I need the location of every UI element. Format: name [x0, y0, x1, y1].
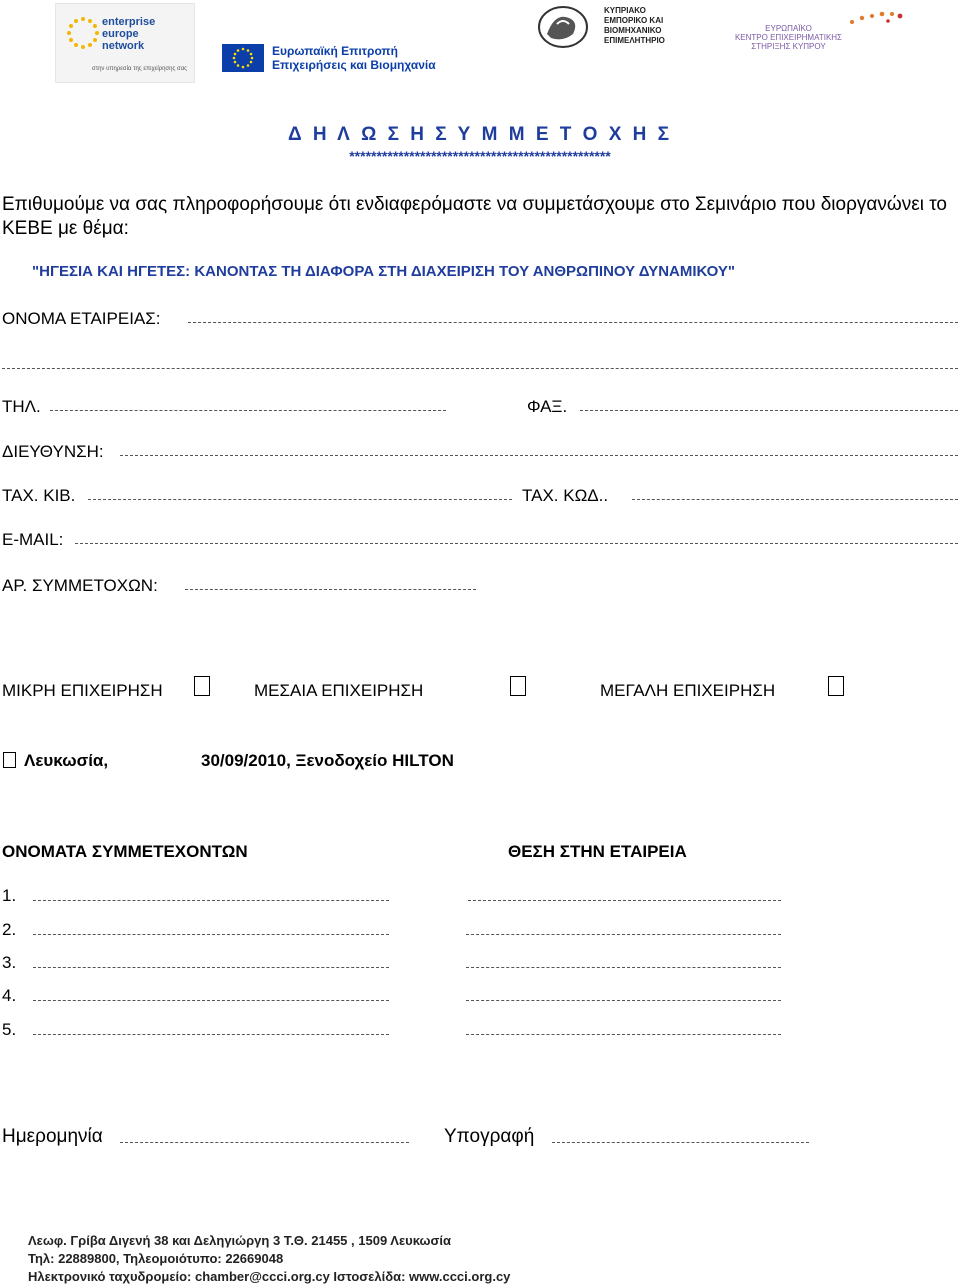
participants-count-label: ΑΡ. ΣΥΜΜΕΤΟΧΩΝ:: [2, 576, 158, 595]
names-column-header: ΟΝΟΜΑΤΑ ΣΥΜΜΕΤΕΧΟΝΤΩΝ: [2, 842, 248, 861]
ccci-line2: ΕΜΠΟΡΙΚΟ ΚΑΙ: [604, 16, 664, 25]
ccci-line4: ΕΠΙΜΕΛΗΤΗΡΙΟ: [604, 36, 665, 45]
participants-count-field[interactable]: [185, 589, 476, 590]
event-details: 30/09/2010, Ξενοδοχείο HILTON: [201, 751, 454, 770]
participant-position-field[interactable]: [466, 967, 781, 968]
ccci-emblem-icon: [533, 4, 593, 50]
fax-label: ΦΑΞ.: [527, 397, 568, 416]
ccci-name: [604, 6, 665, 46]
cy-line3: ΣΤΗΡΙΞΗΣ ΚΥΠΡΟΥ: [751, 42, 826, 51]
een-logo-text: enterprise europe network: [102, 16, 156, 52]
date-field[interactable]: [120, 1142, 409, 1143]
participant-position-field[interactable]: [466, 1000, 781, 1001]
small-business-label: ΜΙΚΡΗ ΕΠΙΧΕΙΡΗΣΗ: [2, 681, 163, 700]
email-label: E-MAIL:: [2, 530, 64, 549]
participant-name-field[interactable]: [33, 1034, 389, 1035]
large-business-label: ΜΕΓΑΛΗ ΕΠΙΧΕΙΡΗΣΗ: [600, 681, 776, 700]
fax-field[interactable]: [580, 410, 958, 411]
participant-position-field[interactable]: [466, 1034, 781, 1035]
eu-commission-title: [272, 44, 436, 72]
participant-row-number: 3.: [2, 953, 17, 972]
eu-title-line1: Ευρωπαϊκή Επιτροπή: [272, 44, 398, 58]
ccci-line3: ΒΙΟΜΗΧΑΝΙΚΟ: [604, 26, 662, 35]
participant-position-field[interactable]: [466, 934, 781, 935]
postal-code-field[interactable]: [632, 499, 958, 500]
small-business-checkbox[interactable]: [194, 676, 210, 696]
participant-name-field[interactable]: [33, 1000, 389, 1001]
event-checkbox[interactable]: [3, 752, 16, 768]
footer-contact: Ηλεκτρονικό ταχυδρομείο: chamber@ccci.org.cy Ιστοσελίδα: www.ccci.org.cy: [28, 1269, 511, 1284]
large-business-checkbox[interactable]: [828, 676, 844, 696]
participant-position-field[interactable]: [468, 900, 781, 901]
phone-label: ΤΗΛ.: [2, 397, 41, 416]
participant-row-number: 5.: [2, 1020, 17, 1039]
footer-address: Λεωφ. Γρίβα Διγενή 38 και Δεληγιώργη 3 Τ.Θ. 21455 , 1509 Λευκωσία: [28, 1233, 452, 1248]
seminar-title: "ΗΓΕΣΙΑ ΚΑΙ ΗΓΕΤΕΣ: ΚΑΝΟΝΤΑΣ ΤΗ ΔΙΑΦΟΡΑ ΣΤΗ ΔΙΑΧΕΙΡΙΣΗ ΤΟΥ ΑΝΘΡΩΠΙΝΟΥ ΔΥΝΑΜΙΚΟΥ": [32, 263, 736, 280]
participant-name-field[interactable]: [33, 934, 389, 935]
date-label: Ημερομηνία: [2, 1126, 103, 1147]
medium-business-label: ΜΕΣΑΙΑ ΕΠΙΧΕΙΡΗΣΗ: [254, 681, 424, 700]
eu-title-line2: Επιχειρήσεις και Βιομηχανία: [272, 58, 436, 72]
address-field[interactable]: [120, 455, 958, 456]
address-label: ΔΙΕΥΘΥΝΣΗ:: [2, 442, 104, 461]
cy-support-center-text: [716, 24, 861, 51]
stars-circle-icon: [66, 16, 100, 50]
participant-name-field[interactable]: [33, 967, 389, 968]
company-name-label: ΟΝΟΜΑ ΕΤΑΙΡΕΙΑΣ:: [2, 309, 161, 328]
signature-label: Υπογραφή: [444, 1126, 535, 1147]
eu-flag-icon: [222, 44, 264, 72]
po-box-label: ΤΑΧ. ΚΙΒ.: [2, 486, 76, 505]
participant-name-field[interactable]: [33, 900, 389, 901]
footer-contact-block: [28, 1232, 510, 1286]
document-title: Δ Η Λ Ω Σ Η Σ Υ Μ Μ Ε Τ Ο Χ Η Σ: [287, 124, 673, 145]
po-box-field[interactable]: [88, 499, 512, 500]
participant-row-number: 1.: [2, 886, 17, 905]
participant-row-number: 4.: [2, 986, 17, 1005]
een-tagline: στην υπηρεσία της επιχείρησης σας: [92, 66, 188, 72]
ccci-line1: ΚΥΠΡΙΑΚΟ: [604, 6, 646, 15]
cy-line2: ΚΕΝΤΡΟ ΕΠΙΧΕΙΡΗΜΑΤΙΚΗΣ: [734, 33, 843, 42]
footer-phones: Τηλ: 22889800, Τηλεομοιότυπο: 22669048: [28, 1251, 284, 1266]
signature-field[interactable]: [552, 1142, 809, 1143]
postal-code-label: ΤΑΧ. ΚΩΔ..: [522, 486, 609, 505]
company-name-field-line2[interactable]: [2, 368, 958, 369]
position-column-header: ΘΕΣΗ ΣΤΗΝ ΕΤΑΙΡΕΙΑ: [508, 842, 687, 861]
medium-business-checkbox[interactable]: [510, 676, 526, 696]
intro-paragraph: Επιθυμούμε να σας πληροφορήσουμε ότι ενδιαφερόμαστε να συμμετάσχουμε στο Σεμινάριο που διοργανώνει το ΚΕΒΕ με θέμα:: [2, 194, 947, 239]
event-city: Λευκωσία,: [24, 751, 109, 770]
participant-row-number: 2.: [2, 920, 17, 939]
title-stars-divider: ************************************************: [349, 148, 611, 164]
phone-field[interactable]: [50, 410, 446, 411]
email-field[interactable]: [75, 543, 958, 544]
cy-line1: ΕΥΡΩΠΑΪΚΟ: [765, 24, 812, 33]
enterprise-europe-network-logo: [55, 3, 195, 83]
company-name-field[interactable]: [188, 322, 958, 323]
